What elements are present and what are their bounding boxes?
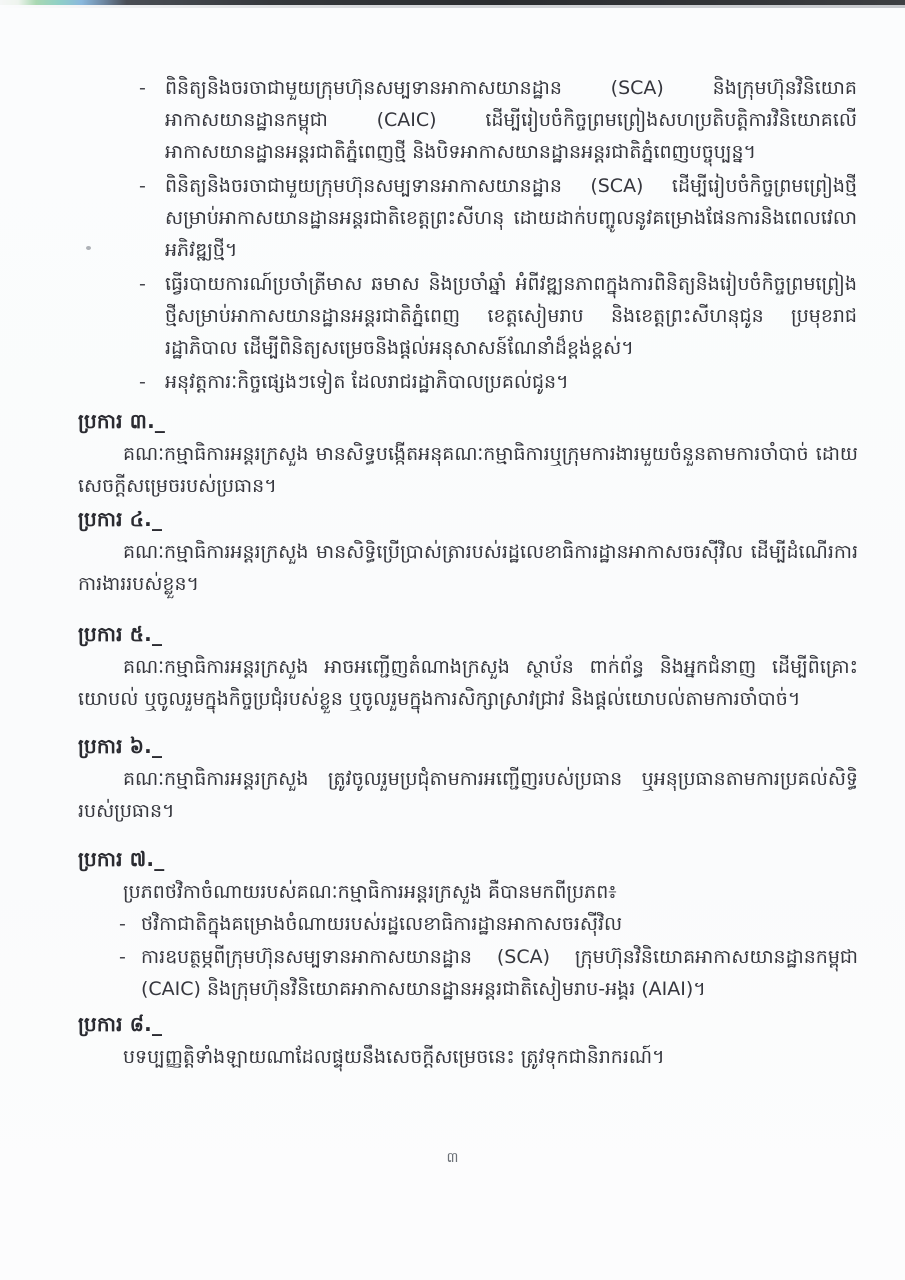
article-8-heading: ប្រការ ៨._: [78, 1012, 163, 1036]
bullet-text: អនុវត្តការៈកិច្ចផ្សេងៗទៀត ដែលរាជរដ្ឋាភិបាលប្រគល់ជូន។: [165, 371, 569, 393]
bullet-item: [117, 941, 858, 1005]
bullet-text: ពិនិត្យនិងចរចាជាមួយក្រុមហ៊ុនសម្បទានអាកាសយានដ្ឋាន (SCA) ដើម្បីរៀបចំកិច្ចព្រមព្រៀងថ្មីសម្រាប់អាកាសយានដ្ឋានអន្តរជាតិខេត្តព្រះសីហនុ ដោយដាក់បញ្ចូលនូវគម្រោងផែនការនិងពេលវេលាអភិវឌ្ឍថ្មី។: [165, 175, 857, 261]
bullet-item: [137, 72, 857, 168]
article-6-section: [78, 729, 858, 827]
article-5-body: គណៈកម្មាធិការអន្តរក្រសួង អាចអញ្ជើញតំណាងក្រសួង ស្ថាប័ន ពាក់ព័ន្ធ និងអ្នកជំនាញ ដើម្បីពិគ្រោះយោបល់ ឬចូលរួមក្នុងកិច្ចប្រជុំរបស់ខ្លួន ឬចូលរួមក្នុងការសិក្សាស្រាវជ្រាវ និងផ្តល់យោបល់តាមការចាំបាច់។: [78, 656, 858, 710]
dash-marker: -: [139, 77, 146, 99]
dash-marker: -: [139, 371, 146, 393]
article-8-section: [78, 1007, 858, 1073]
article-6-body: គណៈកម្មាធិការអន្តរក្រសួង ត្រូវចូលរួមប្រជុំតាមការអញ្ជើញរបស់ប្រធាន ឬអនុប្រធានតាមការប្រគល់សិទ្ធិរបស់ប្រធាន។: [78, 768, 858, 822]
article-5-heading: ប្រការ ៥._: [78, 622, 163, 646]
page-number: ៣: [446, 1150, 459, 1166]
article-5-section: [78, 617, 858, 715]
article-7-intro: ប្រភពថវិកាចំណាយរបស់គណៈកម្មាធិការអន្តរក្រសួង គឺបានមកពីប្រភព៖: [123, 881, 617, 903]
article-4-heading: ប្រការ ៤._: [78, 507, 163, 531]
article-3-body: គណៈកម្មាធិការអន្តរក្រសួង មានសិទ្ធបង្កើតអនុគណៈកម្មាធិការឬក្រុមការងារមួយចំនួនតាមការចាំបាច់ ដោយសេចក្តីសម្រេចរបស់ប្រធាន។: [78, 443, 858, 497]
dash-marker: -: [119, 946, 126, 968]
top-edge-scan-shadow: [0, 5, 905, 8]
bullet-text: ថវិកាជាតិក្នុងគម្រោងចំណាយរបស់រដ្ឋលេខាធិការដ្ឋានអាកាសចរស៊ីវិល: [141, 913, 623, 935]
bullet-item: [137, 170, 857, 266]
continuation-bullet-list: [137, 72, 857, 400]
article-7-heading: ប្រការ ៧._: [78, 847, 165, 871]
dash-marker: -: [119, 913, 126, 935]
dash-marker: -: [139, 273, 146, 295]
article-7-section: [78, 842, 858, 1006]
article-8-body: បទប្បញ្ញត្តិទាំងឡាយណាដែលផ្ទុយនឹងសេចក្តីសម្រេចនេះ ត្រូវទុកជានិរាករណ៍។: [123, 1046, 665, 1068]
article-7-funding-list: [117, 908, 858, 1005]
bullet-item: [137, 366, 857, 398]
bullet-text: ការឧបត្ថម្ភពីក្រុមហ៊ុនសម្បទានអាកាសយានដ្ឋាន (SCA) ក្រុមហ៊ុនវិនិយោគអាកាសយានដ្ឋានកម្ពុជា (CAIC) និងក្រុមហ៊ុនវិនិយោគអាកាសយានដ្ឋានអន្តរជាតិសៀមរាប-អង្គរ (AIAI)។: [141, 946, 858, 1000]
article-4-body: គណៈកម្មាធិការអន្តរក្រសួង មានសិទ្ធិប្រើប្រាស់ត្រារបស់រដ្ឋលេខាធិការដ្ឋានអាកាសចរស៊ីវិល ដើម្បីដំណើរការការងាររបស់ខ្លួន។: [78, 541, 858, 595]
article-4-section: [78, 502, 858, 600]
bullet-text: ពិនិត្យនិងចរចាជាមួយក្រុមហ៊ុនសម្បទានអាកាសយានដ្ឋាន (SCA) និងក្រុមហ៊ុនវិនិយោគអាកាសយានដ្ឋានកម្ពុជា (CAIC) ដើម្បីរៀបចំកិច្ចព្រមព្រៀងសហប្រតិបត្តិការវិនិយោគលើអាកាសយានដ្ឋានអន្តរជាតិភ្នំពេញថ្មី និងបិទអាកាសយានដ្ឋានអន្តរជាតិភ្នំពេញបច្ចុប្បន្ន។: [165, 77, 857, 163]
bullet-item: [137, 268, 857, 364]
article-3-section: [78, 404, 858, 502]
scan-dot-artifact: [86, 246, 91, 250]
bullet-item: [117, 908, 858, 940]
article-6-heading: ប្រការ ៦._: [78, 734, 163, 758]
dash-marker: -: [139, 175, 146, 197]
bullet-text: ធ្វើរបាយការណ៍ប្រចាំត្រីមាស ឆមាស និងប្រចាំឆ្នាំ អំពីវឌ្ឍនភាពក្នុងការពិនិត្យនិងរៀបចំកិច្ចព្រមព្រៀងថ្មីសម្រាប់អាកាសយានដ្ឋានអន្តរជាតិភ្នំពេញ ខេត្តសៀមរាប និងខេត្តព្រះសីហនុជូន ប្រមុខរាជរដ្ឋាភិបាល ដើម្បីពិនិត្យសម្រេចនិងផ្តល់អនុសាសន៍ណែនាំដ៏ខ្ពង់ខ្ពស់។: [165, 273, 857, 359]
article-3-heading: ប្រការ ៣._: [78, 409, 166, 433]
